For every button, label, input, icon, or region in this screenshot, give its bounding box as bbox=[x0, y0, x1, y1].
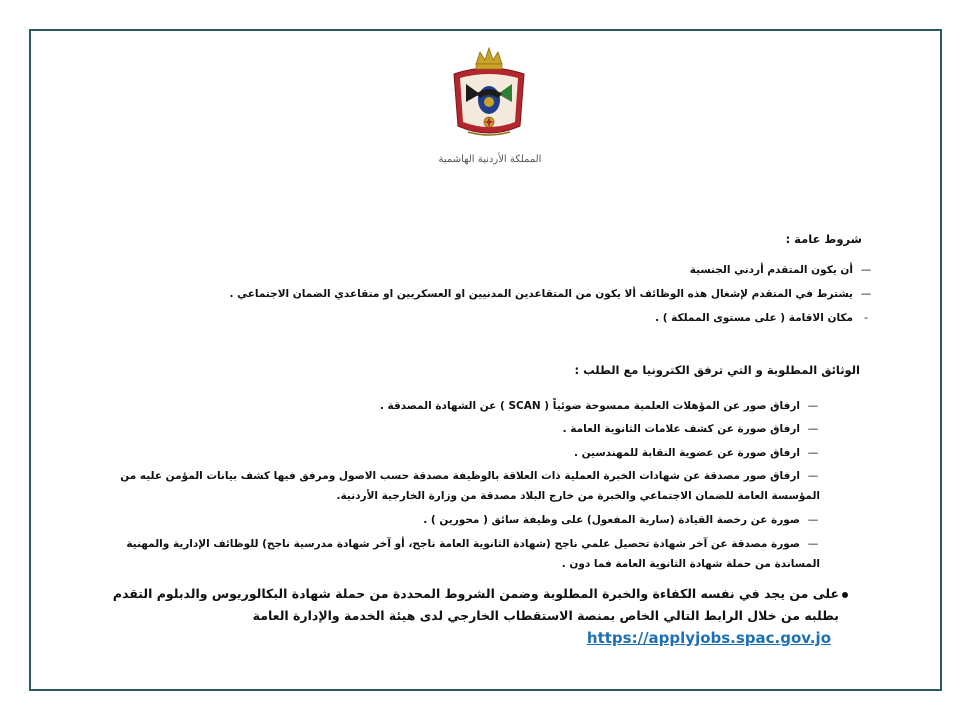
list-item: —أن يكون المتقدم أردني الجنسية bbox=[690, 260, 873, 280]
dash-icon: — bbox=[807, 538, 819, 550]
dash-icon: — bbox=[807, 514, 819, 526]
list-item: —ارفاق صورة عن كشف علامات الثانوية العامة . bbox=[563, 419, 820, 439]
dash-icon: — bbox=[807, 470, 819, 482]
apply-link[interactable]: https://applyjobs.spac.gov.jo bbox=[586, 629, 831, 647]
list-item: —يشترط في المتقدم لإشغال هذه الوظائف ألا يكون من المتقاعدين المدنيين او العسكريين او متقاعدي الضمان الاجتماعي . bbox=[229, 284, 873, 304]
dash-icon: — bbox=[860, 264, 872, 276]
application-note-text: على من يجد في نفسه الكفاءة والخبرة المطلوبة وضمن الشروط المحددة من حملة شهادة البكالوريوس والدبلوم التقدم بطلبه من خلال الرابط التالي الخاص بمنصة الاستقطاب الخارجي لدى هيئة الخدمة والإدارة العامة bbox=[112, 586, 839, 623]
dash-icon: — bbox=[807, 423, 819, 435]
required-documents-heading: الوثائق المطلوبة و التي ترفق الكترونيا مع الطلب : bbox=[574, 363, 860, 377]
general-conditions-heading: شروط عامة : bbox=[785, 232, 862, 246]
royal-emblem-icon bbox=[446, 44, 532, 144]
emblem-caption: المملكة الأردنية الهاشمية bbox=[438, 154, 542, 165]
list-item: —ارفاق صورة عن عضوية النقابة للمهندسين . bbox=[574, 443, 820, 463]
dash-icon: — bbox=[807, 400, 819, 412]
bullet-icon bbox=[842, 592, 848, 598]
dash-icon: - bbox=[864, 312, 868, 324]
dash-icon: — bbox=[860, 288, 872, 300]
list-item: —ارفاق صور عن المؤهلات العلمية ممسوحة ضوئياً ( SCAN ) عن الشهادة المصدقة . bbox=[380, 396, 820, 416]
application-note bbox=[79, 583, 839, 650]
list-item: -مكان الاقامة ( على مستوى المملكة ) . bbox=[655, 308, 873, 328]
list-item: —صورة عن رخصة القيادة (سارية المفعول) على وظيفة سائق ( محورين ) . bbox=[423, 510, 820, 530]
dash-icon: — bbox=[807, 447, 819, 459]
list-item: —صورة مصدقة عن آخر شهادة تحصيل علمي ناجح (شهادة الثانوية العامة ناجح، أو آخر شهادة مدرسية ناجح) للوظائف الإدارية والمهنية المساندة من حملة شهادة الثانوية العامة فما دون . bbox=[120, 534, 820, 574]
list-item: —ارفاق صور مصدقة عن شهادات الخبرة العملية ذات العلاقة بالوظيفة مصدقة حسب الاصول ومرفق فيها كشف بيانات المؤمن عليه من المؤسسة العامة للضمان الاجتماعي والخبرة من خارج البلاد مصدقة من وزارة الخارجية الأردنية. bbox=[80, 466, 820, 506]
